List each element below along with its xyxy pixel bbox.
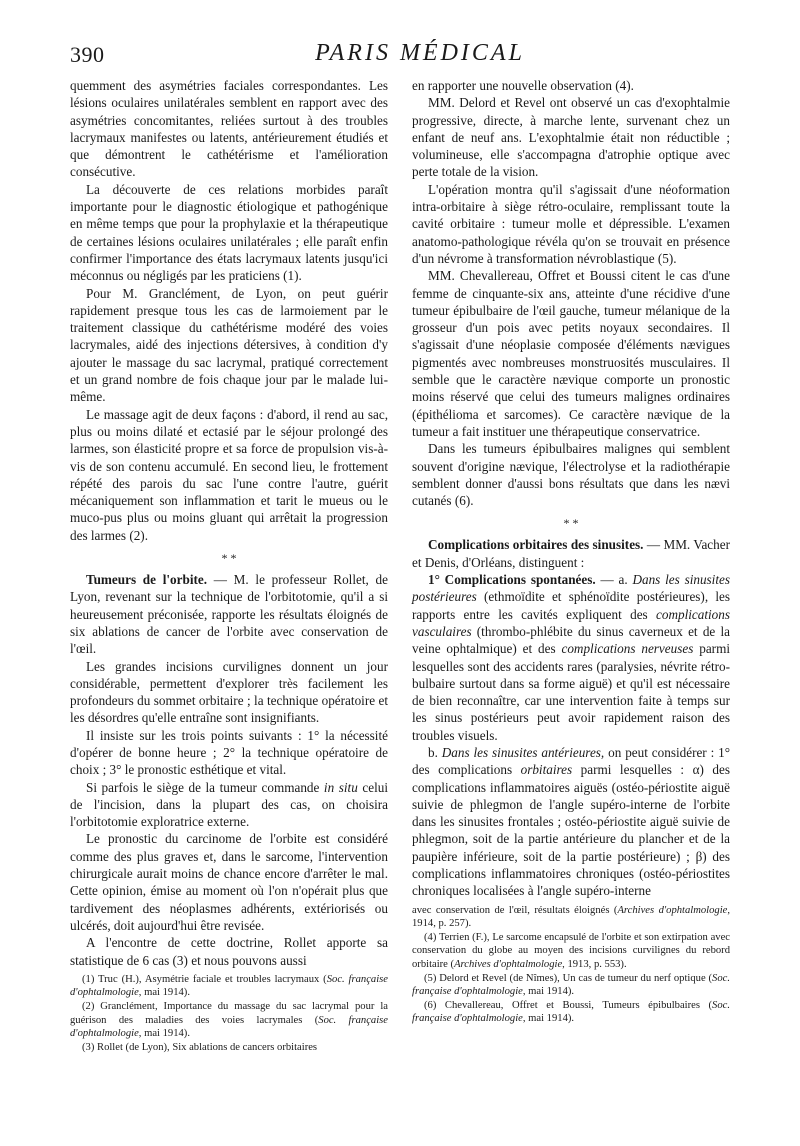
- paragraph: quemment des asymétries faciales correspondantes. Les lésions oculaires unilatérales semblent en rapport avec des asymétries concomitantes, reliées surtout à des troubles lacrymaux manifestes ou latents, antérieurement étudiés et que démontrent le cathétérisme et l'amélioration consécutive.: [70, 78, 388, 180]
- paragraph: [412, 536, 730, 571]
- footnote: [412, 999, 730, 1026]
- footnote: [412, 972, 730, 999]
- paragraph-text: celui de l'incision, dans la plupart des cas, on choisira l'orbitotomie exploratrice externe.: [70, 779, 389, 830]
- text-run: (4) Terrien (F.), Le sarcome encapsulé de l'orbite et son extirpation avec conservation du globe au moyen des incisions curvilignes du rebord orbitaire (: [412, 931, 730, 971]
- text-run: parmi lesquelles sont des accidents rares (paralysies, névrite rétro-bulbaire surtout dans sa forme aiguë) et qu'il est nécessaire de bien reconnaître, car une intervention faite à temps sur les sinus postérieurs peut avoir rapidement raison des troubles visuels.: [412, 641, 730, 743]
- right-column: [412, 77, 730, 1026]
- text-run: , mai 1914).: [522, 986, 575, 998]
- paragraph: [70, 571, 388, 657]
- emphasis: in situ: [323, 779, 358, 795]
- subsection-title: 1° Complications spontanées.: [428, 572, 596, 588]
- left-column: [70, 77, 388, 1054]
- text-run: , mai 1914).: [138, 987, 190, 999]
- emphasis: Archives d'ophtalmologie: [617, 904, 728, 916]
- footnote: (3) Rollet (de Lyon), Six ablations de cancers orbitaires: [82, 1041, 318, 1053]
- emphasis: complications vasculaires: [412, 606, 730, 639]
- footnote: [70, 1000, 388, 1041]
- emphasis: Soc. française d'ophtalmologie: [412, 972, 730, 998]
- paragraph: La découverte de ces relations morbides paraît importante pour le diagnostic étiologique et pathogénique en même temps que pour la prophylaxie et la thérapeutique de certaines lésions oculaires unilatérales ; elle paraît enfin confirmer l'importance des états lacrymaux latents jusqu'ici méconnus ou négligés par les praticiens (1).: [70, 181, 388, 284]
- text-run: avec conservation de l'œil, résultats éloignés (: [412, 904, 618, 916]
- text-run: on peut considérer : 1° des complications: [412, 744, 731, 778]
- emphasis: Archives d'ophtalmologie: [454, 959, 563, 971]
- text-run: (ethmoïdite et sphénoïdite postérieures), les rapports entre les cavités expliquent des: [412, 589, 730, 622]
- section-separator: * *: [221, 551, 237, 566]
- paragraph: A l'encontre de cette doctrine, Rollet apporte sa statistique de 6 cas (3) et nous pouvons aussi: [70, 935, 388, 968]
- running-title: PARIS MÉDICAL: [315, 40, 525, 66]
- text-run: — a.: [595, 572, 633, 588]
- emphasis: Dans les sinusites postérieures: [412, 572, 730, 605]
- footnotes: [412, 904, 730, 1026]
- paragraph: Il insiste sur les trois points suivants : 1° la nécessité d'opérer de bonne heure ; 2° la technique opératoire de choix ; 3° le pronostic esthétique et vital.: [70, 727, 388, 778]
- paragraph: [412, 744, 730, 900]
- paragraph: [412, 571, 730, 744]
- emphasis: Soc. française d'ophtalmologie: [70, 1014, 388, 1040]
- text-run: , mai 1914).: [522, 1013, 575, 1025]
- paragraph-text: — MM. Vacher et Denis, d'Orléans, distinguent :: [412, 537, 730, 570]
- paragraph: L'opération montra qu'il s'agissait d'une néoformation intra-orbitaire à siège rétro-oculaire, remplissant toute la cavité orbitaire : tumeur molle et dépressible. L'examen anatomo-pathologique révéla qu'on se trouvait en présence d'un névrome à transformation névroblastique (5).: [412, 181, 730, 266]
- text-run: parmi lesquelles : α) des complications inflammatoires aiguës (ostéo-périostite aiguë suivie de phlegmon de l'angle supéro-interne de l'orbite dans les sinusites frontales ; ostéo-périostite aiguë suivie de phlegmon, soit de la partie antérieure du plancher et de la paupière inférieure, soit de la partie postérieure) ; β) des complications inflammatoires chroniques (ostéo-périostites chroniques localisées à l'angle supéro-interne: [412, 762, 731, 899]
- footnote: [412, 931, 730, 972]
- paragraph: en rapporter une nouvelle observation (4).: [412, 78, 634, 93]
- paragraph: MM. Chevallereau, Offret et Boussi citent le cas d'une femme de cinquante-six ans, atteinte d'une récidive d'une tumeur épibulbaire de l'œil gauche, tumeur mélanique de la grosseur d'un pois avec petits noyaux secondaires. Il s'agissait d'une néoplasie composée d'éléments nævigues pigmentés avec nombreuses monstruosités musculaires. Il semble que le caractère nævique comporte un pronostic moins réservé que celui des tumeurs malignes ordinaires (épithélioma et sarcomes). Ce caractère nævique de la tumeur a fait instituer une thérapeutique conservatrice.: [412, 268, 730, 439]
- emphasis: orbitaires: [520, 762, 573, 778]
- footnote: [70, 973, 388, 1000]
- text-run: (1) Truc (H.), Asymétrie faciale et troubles lacrymaux (: [82, 973, 327, 985]
- text-run: b.: [428, 744, 442, 760]
- text-run: (6) Chevallereau, Offret et Boussi, Tumeurs épibulbaires (: [424, 999, 713, 1011]
- text-run: (2) Granclément, Importance du massage du sac lacrymal pour la guérison des maladies des voies lacrymales (: [70, 1001, 388, 1026]
- paragraph-text: Si parfois le siège de la tumeur commande: [86, 779, 324, 795]
- paragraph: Le massage agit de deux façons : d'abord, il rend au sac, plus ou moins dilaté et ectasié par le séjour prolongé des larmes, son élasticité propre et sa force de propulsion vis-à-vis de son contenu accumulé. En second lieu, le frottement répété des parois du sac l'une contre l'autre, guérit mécaniquement son inflammation et tarit le mueus ou le muco-pus plus ou moins gluant qui arrêtait la progression des larmes (2).: [70, 406, 388, 543]
- text-run: , 1914, p. 257).: [412, 904, 731, 930]
- emphasis: Soc. française d'ophtalmologie: [412, 999, 730, 1025]
- paragraph: [70, 779, 388, 831]
- paragraph: Le pronostic du carcinome de l'orbite est considéré comme des plus graves et, dans le sarcome, l'intervention chirurgicale aurait moins de chance encore d'arrêter le mal. Cette opinion, émise au moment où l'on n'opérait plus que tardivement des néoplasmes adhérents, extériorisés ou ulcérés, doit aujourd'hui être revisée.: [70, 831, 388, 933]
- paragraph: Les grandes incisions curvilignes donnent un jour considérable, permettent d'explorer très facilement les profondeurs du sommet orbitaire ; la technique opératoire et les désordres qu'elle entraîne sont insignifiants.: [70, 658, 388, 726]
- text-run: (5) Delord et Revel (de Nîmes), Un cas de tumeur du nerf optique (: [424, 972, 713, 984]
- footnotes: [70, 973, 388, 1055]
- footnote: [412, 904, 730, 931]
- emphasis: Dans les sinusites antérieures,: [441, 744, 605, 760]
- section-separator: * *: [563, 516, 579, 531]
- text-run: , mai 1914).: [138, 1028, 190, 1040]
- section-title: Complications orbitaires des sinusites.: [428, 537, 644, 553]
- text-run: , 1913, p. 553).: [562, 959, 627, 971]
- paragraph-text: — M. le professeur Rollet, de Lyon, revenant sur la technique de l'orbitotomie, qu'il a si heureusement préconisée, rapporte les résultats éloignés de six ablations de cancer de l'orbite avec conservation de l'œil.: [70, 572, 388, 657]
- paragraph: MM. Delord et Revel ont observé un cas d'exophtalmie progressive, directe, à marche lente, survenant chez un enfant de neuf ans. L'exophtalmie était non réductible ; volumineuse, elle s'accompagna d'atrophie optique avec perte totale de la vision.: [412, 95, 730, 180]
- section-title: Tumeurs de l'orbite.: [86, 572, 208, 588]
- page-number: 390: [70, 42, 105, 67]
- emphasis: complications nerveuses: [561, 641, 694, 657]
- paragraph: Dans les tumeurs épibulbaires malignes qui semblent souvent d'origine nævique, l'électrolyse et la radiothérapie semblent donner d'aussi bons résultats que dans les nævi cutanés (6).: [412, 441, 730, 509]
- text-run: (thrombo-phlébite du sinus caverneux et de la veine ophtalmique) et des: [412, 623, 730, 657]
- paragraph: Pour M. Granclément, de Lyon, on peut guérir rapidement presque tous les cas de larmoiement par le traitement classique du cathétérisme modéré des voies lacrymales, aidé des injections détersives, à condition d'y ajouter le massage du sac lacrymal, pratiqué correctement et un grand nombre de fois chaque jour par le malade lui-même.: [70, 285, 388, 405]
- emphasis: Soc. française d'ophtalmologie: [70, 973, 388, 999]
